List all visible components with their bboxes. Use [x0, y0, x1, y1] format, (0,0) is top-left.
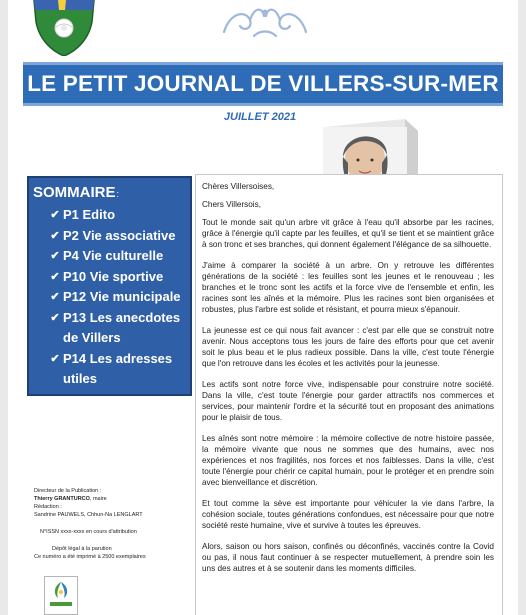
- salutation: Chers Villersois,: [202, 200, 261, 209]
- toc-item: [33, 308, 184, 349]
- toc-item: [33, 246, 184, 267]
- toc-item-label: P4 Vie culturelle: [63, 248, 164, 263]
- page-edge-right: [518, 0, 526, 615]
- checkmark-icon: ✔: [50, 352, 60, 365]
- salutation: Chères Villersoises,: [202, 182, 275, 191]
- editorial-paragraph: Tout le monde sait qu'un arbre vit grâce à l'eau qu'il absorbe par les racines, grâce à l'énergie qu'il capte par les feuilles, et qu'il se tient et se maintient grâce à son tronc et ses branches, qui donnent également l'élégance de sa silhouette.: [202, 218, 494, 249]
- toc-item: [33, 226, 184, 247]
- toc-item-label: P13 Les anecdotes de Villers: [63, 309, 181, 345]
- page-edge-left: [0, 0, 8, 615]
- toc-item: [33, 349, 184, 390]
- toc-title: [33, 184, 184, 201]
- editorial-paragraph: Les actifs sont notre force vive, indispensable pour construire notre société. Dans la ville, c'est toute l'énergie pour garder attractifs nos commerces et services, pour maintenir l'ordre et la sécurité tout en proposant des animations pour le plaisir de tous.: [202, 380, 494, 422]
- editorial-paragraph: Et tout comme la sève est importante pour véhiculer la vie dans l'arbre, la cohésion sociale, toutes générations confondues, est nécessaire pour que notre société reste humaine, vive et survive à toutes les épreuves.: [202, 499, 494, 530]
- checkmark-icon: ✔: [50, 229, 60, 242]
- toc-item: [33, 267, 184, 288]
- municipal-crest-icon: [28, 0, 100, 56]
- toc-item-label: P10 Vie sportive: [63, 268, 164, 284]
- toc-item-label: P1 Edito: [63, 207, 116, 222]
- toc-list: [33, 205, 184, 390]
- director-line: [34, 495, 184, 503]
- checkmark-icon: ✔: [50, 209, 60, 221]
- toc-item: [33, 287, 184, 308]
- checkmark-icon: ✔: [50, 291, 60, 303]
- checkmark-icon: ✔: [50, 270, 60, 283]
- print-run: Ce numéro a été imprimé à 2500 exemplaires: [34, 554, 146, 560]
- journal-title: LE PETIT JOURNAL DE VILLERS-SUR-MER: [27, 71, 499, 96]
- fleur-ornament-icon: [216, 2, 314, 42]
- toc-title-colon: :: [116, 189, 120, 199]
- director-name: Thierry GRANTURCO: [34, 496, 90, 502]
- issn-notice: N°ISSN xxxx-xxxx en cours d'attribution: [40, 529, 137, 535]
- toc-item-label: P14 Les adresses utiles: [63, 350, 173, 386]
- director-suffix: , maire: [89, 496, 107, 502]
- issue-date: JUILLET 2021: [223, 111, 297, 123]
- editorial-paragraph: J'aime à comparer la société à un arbre. On y retrouve les différentes générations de la société : les feuilles sont les jeunes et le renouveau ; les branches et le tronc sont les actifs et la force vive de l'ensemble et enfin, les racines sont les aînés et la mémoire. Plus les racines sont bien organisées et robustes, plus l'arbre est solide et résistant, et pourra mieux s'épanouir.: [202, 261, 494, 314]
- checkmark-icon: ✔: [50, 311, 60, 324]
- ecolabel-logo-icon: [44, 576, 78, 615]
- editorial-paragraph: Alors, saison ou hors saison, confinés ou déconfinés, vaccinés contre la Covid ou pas, il nous faut continuer à se respecter mutuellement, à prendre soin les uns des autres et à se soutenir dans les moments difficiles.: [202, 542, 494, 573]
- checkmark-icon: ✔: [50, 250, 60, 262]
- editors-names: Sandrine PAUWELS, Chhun-Na LENGLART: [34, 512, 143, 518]
- editorial-column: [195, 174, 503, 615]
- toc-item: [33, 205, 184, 226]
- toc-item-label: P2 Vie associative: [63, 227, 176, 243]
- table-of-contents: [27, 176, 192, 396]
- editorial-paragraph: Les aînés sont notre mémoire : la mémoire collective de notre histoire passée, la mémoire vivante que nous ne sommes que des humains, avec nos expériences et nos fragilités, nos forces et nos faiblesses. Dans la ville, c'est toute l'énergie pour chérir ce capital humain, pour le protéger et en prendre soin avec bienveillance et discrétion.: [202, 434, 494, 487]
- editorial-paragraph: La jeunesse est ce qui nous fait avancer : c'est par elle que se construit notre avenir. Nous acceptons tous les jours de faire des efforts pour que cet avenir soit le plus beau et le plus radieux possible. Dans la ville, c'est toute l'énergie que l'on retrouve dans les écoles et les activités pour la jeunesse.: [202, 326, 494, 368]
- director-label: Directeur de la Publication :: [34, 488, 102, 494]
- masthead-banner: [23, 62, 503, 106]
- editors-label: Rédaction :: [34, 504, 62, 510]
- toc-item-label: P12 Vie municipale: [63, 289, 181, 304]
- colophon: [34, 487, 184, 561]
- legal-deposit: Dépôt légal à la parution: [52, 546, 112, 552]
- toc-title-text: SOMMAIRE: [33, 184, 116, 201]
